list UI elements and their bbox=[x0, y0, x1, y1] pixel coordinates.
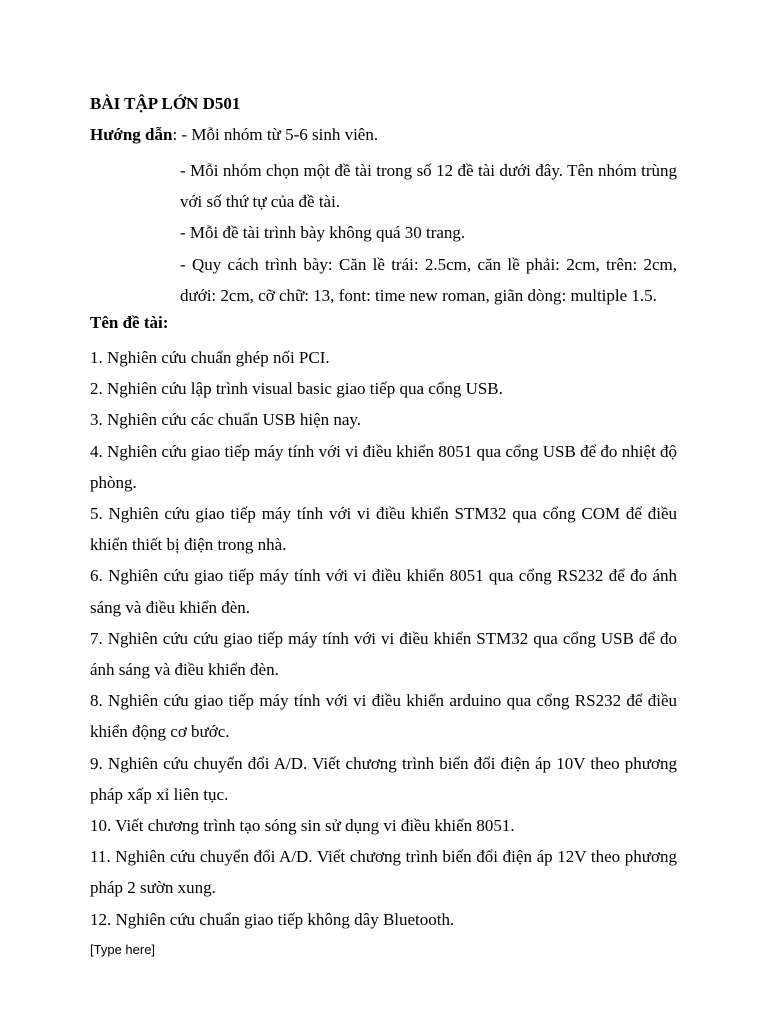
topic-item: 11. Nghiên cứu chuyển đổi A/D. Viết chương trình biến đổi điện áp 12V theo phương pháp 2 sườn xung. bbox=[90, 847, 677, 898]
topic-item: 5. Nghiên cứu giao tiếp máy tính với vi điều khiển STM32 qua cổng COM để điều khiển thiết bị điện trong nhà. bbox=[90, 504, 677, 555]
topics-heading: Tên đề tài: bbox=[90, 313, 169, 332]
topic-item: 3. Nghiên cứu các chuẩn USB hiện nay. bbox=[90, 410, 362, 430]
topic-item: 10. Viết chương trình tạo sóng sin sử dụng vi điều khiển 8051. bbox=[90, 816, 515, 836]
topic-item: 9. Nghiên cứu chuyển đổi A/D. Viết chương trình biến đổi điện áp 10V theo phương pháp xấp xỉ liên tục. bbox=[90, 753, 677, 804]
topics-list bbox=[90, 342, 677, 935]
guide-first-item: : - Mỗi nhóm từ 5-6 sinh viên. bbox=[172, 125, 379, 144]
document-title: BÀI TẬP LỚN D501 bbox=[90, 94, 241, 113]
topic-item: 7. Nghiên cứu cứu giao tiếp máy tính với vi điều khiển STM32 qua cổng USB để đo ánh sáng và điều khiển đèn. bbox=[90, 628, 677, 680]
topic-item: 8. Nghiên cứu giao tiếp máy tính với vi điều khiển arduino qua cổng RS232 để điều khiển động cơ bước. bbox=[90, 691, 677, 742]
topic-item: 2. Nghiên cứu lập trình visual basic giao tiếp qua cổng USB. bbox=[90, 379, 503, 399]
guide-item: - Mỗi đề tài trình bày không quá 30 trang. bbox=[180, 223, 466, 243]
topic-item: 1. Nghiên cứu chuẩn ghép nối PCI. bbox=[90, 348, 330, 367]
guide-label: Hướng dẫn bbox=[90, 125, 173, 144]
topic-item: 12. Nghiên cứu chuẩn giao tiếp không dây Bluetooth. bbox=[90, 909, 455, 929]
guide-intro-line bbox=[90, 124, 378, 146]
footer-placeholder[interactable]: [Type here] bbox=[90, 942, 156, 957]
guide-item: - Mỗi nhóm chọn một đề tài trong số 12 đề tài dưới đây. Tên nhóm trùng với số thứ tự của đề tài. bbox=[180, 161, 677, 212]
topic-item: 4. Nghiên cứu giao tiếp máy tính với vi điều khiển 8051 qua cổng USB để đo nhiệt độ phòng. bbox=[90, 441, 677, 492]
guide-item: - Quy cách trình bày: Căn lề trái: 2.5cm, căn lề phải: 2cm, trên: 2cm, dưới: 2cm, cỡ chữ: 13, font: time new roman, giãn dòng: multiple 1.5. bbox=[180, 254, 677, 305]
guide-list bbox=[180, 155, 677, 311]
topic-item: 6. Nghiên cứu giao tiếp máy tính với vi điều khiển 8051 qua cổng RS232 để đo ánh sáng và điều khiển đèn. bbox=[90, 566, 677, 617]
